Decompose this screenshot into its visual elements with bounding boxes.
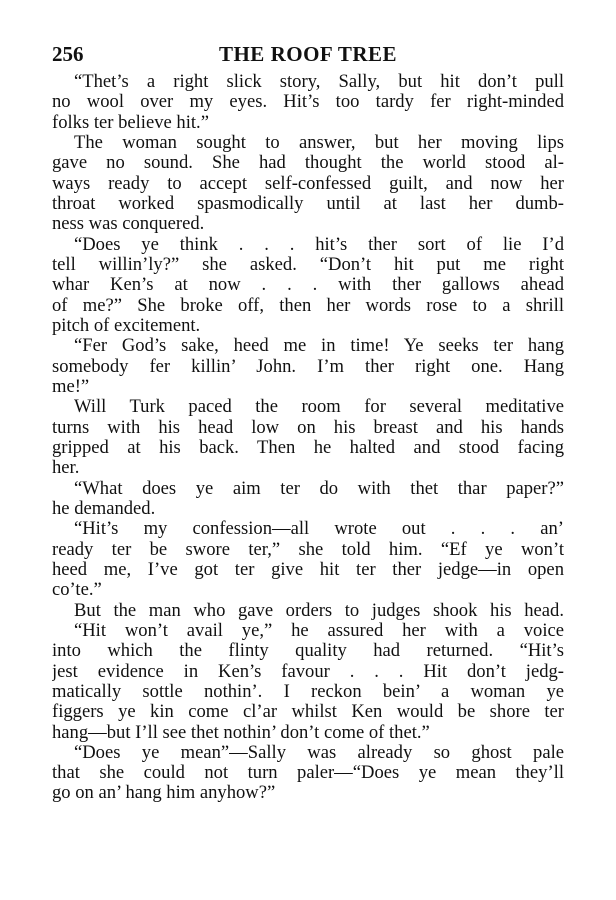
text-line: matically sottle nothin’. I reckon bein’ a woman ye bbox=[52, 681, 564, 702]
text-line: “Hit won’t avail ye,” he assured her with a voice bbox=[74, 620, 564, 641]
page-header bbox=[52, 38, 564, 68]
text-line: heed me, I’ve got ter give hit ter ther jedge—in open bbox=[52, 559, 564, 580]
text-line: gripped at his back. Then he halted and stood facing bbox=[52, 437, 564, 458]
text-line: hang—but I’ll see thet nothin’ don’t come of thet.” bbox=[52, 722, 430, 743]
text-line: of me?” She broke off, then her words rose to a shrill bbox=[52, 295, 564, 316]
text-line: “What does ye aim ter do with thet thar paper?” bbox=[74, 478, 564, 499]
text-line: figgers ye kin come cl’ar whilst Ken would be shore ter bbox=[52, 702, 564, 723]
body-text bbox=[52, 72, 564, 804]
text-line: The woman sought to answer, but her moving lips bbox=[74, 132, 564, 153]
text-line: Will Turk paced the room for several meditative bbox=[74, 397, 564, 418]
text-line: But the man who gave orders to judges shook his head. bbox=[74, 600, 564, 621]
text-line: he demanded. bbox=[52, 498, 156, 519]
text-line: tell willin’ly?” she asked. “Don’t hit put me right bbox=[52, 254, 564, 275]
text-line: “Hit’s my confession—all wrote out . . . an’ bbox=[74, 519, 564, 540]
page-number: 256 bbox=[52, 42, 84, 66]
text-line: ways ready to accept self-confessed guilt, and now her bbox=[52, 173, 564, 194]
text-line: throat worked spasmodically until at last her dumb- bbox=[52, 193, 564, 214]
text-line: go on an’ hang him anyhow?” bbox=[52, 783, 276, 804]
text-line: “Does ye mean”—Sally was already so ghost pale bbox=[74, 742, 564, 763]
text-line: ness was conquered. bbox=[52, 214, 205, 235]
text-line: somebody fer killin’ John. I’m ther right one. Hang bbox=[52, 356, 564, 377]
text-line: jest evidence in Ken’s favour . . . Hit don’t jedg- bbox=[52, 661, 564, 682]
running-head: THE ROOF TREE bbox=[218, 42, 398, 66]
text-line: “Fer God’s sake, heed me in time! Ye seeks ter hang bbox=[74, 336, 564, 357]
text-line: folks ter believe hit.” bbox=[52, 112, 209, 133]
text-line: “Does ye think . . . hit’s ther sort of lie I’d bbox=[74, 234, 564, 255]
text-line: into which the flinty quality had returned. “Hit’s bbox=[52, 641, 564, 662]
text-line: “Thet’s a right slick story, Sally, but hit don’t pull bbox=[74, 72, 564, 92]
text-line: her. bbox=[52, 458, 80, 479]
text-line: gave no sound. She had thought the world stood al- bbox=[52, 153, 564, 174]
text-line: no wool over my eyes. Hit’s too tardy fer right-minded bbox=[52, 92, 564, 113]
text-line: turns with his head low on his breast and his hands bbox=[52, 417, 564, 438]
text-line: whar Ken’s at now . . . with ther gallows ahead bbox=[52, 275, 564, 296]
text-line: co’te.” bbox=[52, 580, 102, 601]
text-line: ready ter be swore ter,” she told him. “Ef ye won’t bbox=[52, 539, 564, 560]
text-line: pitch of excitement. bbox=[52, 315, 201, 336]
text-line: me!” bbox=[52, 376, 90, 397]
text-line: that she could not turn paler—“Does ye mean they’ll bbox=[52, 763, 564, 784]
